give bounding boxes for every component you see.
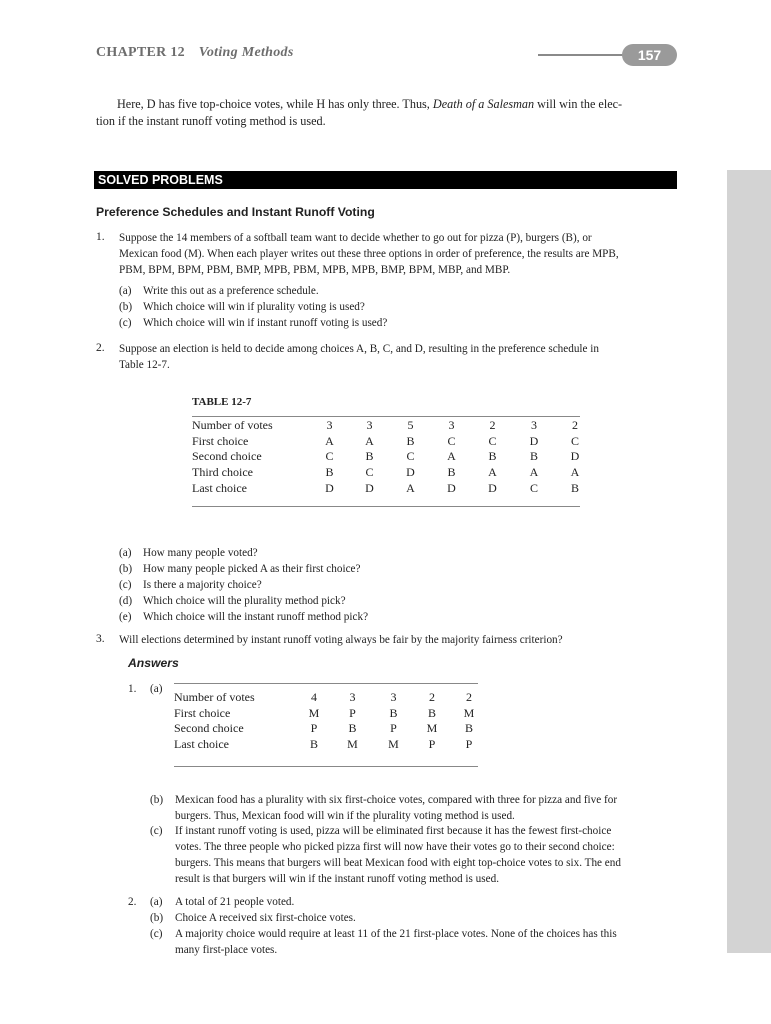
answer-2c-line: many first-place votes. — [175, 944, 278, 956]
problem-1-line: PBM, BPM, BPM, PBM, BMP, MPB, PBM, MPB, MPB, BMP, BPM, MBP, and MBP. — [119, 264, 511, 276]
table-cell: B — [348, 721, 357, 736]
problem-1-number: 1. — [96, 231, 105, 243]
table-cell: 3 — [531, 418, 537, 432]
answer-1b-label: (b) — [150, 794, 164, 806]
table-cell: D — [365, 480, 374, 495]
table-cell: D — [325, 480, 334, 495]
table-cell: D — [570, 449, 580, 464]
subpart-text: How many people picked A as their first choice? — [143, 563, 361, 575]
table-cell: 5 — [407, 418, 414, 432]
table-cell: D — [447, 480, 456, 495]
table-cell: P — [428, 737, 436, 752]
table-cell: 3 — [326, 418, 333, 432]
row-label: First choice — [174, 705, 231, 720]
table-row — [174, 721, 488, 737]
section-title: SOLVED PROBLEMS — [98, 173, 223, 187]
table-cell: C — [365, 465, 374, 480]
table-cell: C — [325, 449, 334, 464]
table-cell: D — [488, 480, 497, 495]
table-cell: B — [488, 449, 497, 464]
intro-text-b: will win the elec- — [534, 97, 623, 111]
subpart-label: (d) — [119, 595, 133, 607]
row-label: Last choice — [174, 737, 229, 752]
problem-2-line: Table 12-7. — [119, 359, 170, 371]
row-label: Third choice — [192, 465, 253, 480]
table-cell: B — [389, 705, 398, 720]
chapter-title: Voting Methods — [198, 45, 294, 60]
table-cell: 3 — [390, 690, 397, 704]
problem-2-subpart — [119, 577, 262, 593]
row-label: Number of votes — [192, 418, 273, 432]
problem-2-subpart — [119, 593, 346, 609]
answer-table-bottom-rule — [174, 766, 478, 767]
table-cell: 2 — [489, 418, 496, 432]
answer-2b-label: (b) — [150, 912, 164, 924]
table-cell: A — [488, 465, 497, 480]
subheading: Preference Schedules and Instant Runoff Voting — [96, 205, 375, 219]
answer-1a-label: (a) — [150, 683, 163, 695]
problem-2-subpart — [119, 545, 258, 561]
table-cell: 2 — [466, 690, 472, 704]
row-label: Number of votes — [174, 690, 255, 704]
answer-preference-table — [174, 690, 488, 753]
table-row — [174, 737, 488, 753]
page-number: 157 — [622, 44, 677, 66]
table-caption: TABLE 12-7 — [192, 396, 252, 408]
table-cell: A — [447, 449, 456, 464]
chapter-number: CHAPTER 12 — [96, 45, 185, 60]
answer-2-number: 2. — [128, 896, 137, 908]
answer-1b-line: burgers. Thus, Mexican food will win if the plurality voting method is used. — [175, 810, 515, 822]
problem-1-line: Suppose the 14 members of a softball team want to decide whether to go out for pizza (P), burgers (B), or — [119, 232, 592, 244]
subpart-text: Is there a majority choice? — [143, 579, 262, 591]
table-cell: C — [406, 449, 415, 464]
table-cell: M — [463, 705, 475, 720]
problem-3-number: 3. — [96, 633, 105, 645]
problem-2-subpart — [119, 609, 368, 625]
table-row — [192, 449, 595, 465]
subpart-label: (e) — [119, 611, 132, 623]
intro-line-2: tion if the instant runoff voting method is used. — [96, 114, 326, 128]
subpart-text: Which choice will the plurality method pick? — [143, 595, 346, 607]
intro-text-a: Here, D has five top-choice votes, while H has only three. Thus, — [117, 97, 433, 111]
table-cell: P — [465, 737, 473, 752]
row-label: Second choice — [174, 721, 244, 736]
subpart-label: (a) — [119, 285, 132, 297]
table-cell: 3 — [448, 418, 455, 432]
table-cell: 2 — [572, 418, 578, 432]
table-row — [192, 418, 595, 434]
subpart-label: (c) — [119, 579, 132, 591]
answer-2a-text: A total of 21 people voted. — [175, 896, 295, 908]
answer-2c-label: (c) — [150, 928, 163, 940]
problem-1-subpart — [119, 283, 319, 299]
table-cell: M — [308, 705, 320, 720]
subpart-text: Which choice will the instant runoff method pick? — [143, 611, 369, 623]
table-cell: B — [529, 449, 538, 464]
table-cell: C — [447, 433, 456, 448]
problem-1-subpart — [119, 315, 387, 331]
table-cell: B — [406, 433, 415, 448]
subpart-text: How many people voted? — [143, 547, 258, 559]
answer-table-top-rule — [174, 683, 478, 684]
table-cell: B — [325, 465, 334, 480]
intro-book-title: Death of a Salesman — [432, 97, 535, 111]
table-cell: B — [427, 705, 436, 720]
table-cell: B — [309, 737, 318, 752]
table-cell: M — [388, 737, 399, 752]
row-label: Second choice — [192, 449, 262, 464]
problem-2-number: 2. — [96, 342, 105, 354]
table-row — [192, 465, 595, 481]
table-row — [192, 434, 595, 450]
table-cell: M — [347, 737, 358, 752]
problem-2-subpart — [119, 561, 360, 577]
subpart-label: (a) — [119, 547, 132, 559]
answer-1c-line: burgers. This means that burgers will beat Mexican food with eight top-choice votes to six. The end — [175, 857, 621, 869]
table-cell: 4 — [311, 690, 317, 704]
answer-1-number: 1. — [128, 683, 137, 695]
answer-1c-line: votes. The three people who picked pizza first will now have their votes go to their second choice: — [175, 841, 615, 853]
table-cell: D — [406, 465, 415, 480]
table-cell: 3 — [349, 690, 356, 704]
table-cell: A — [406, 480, 415, 495]
subpart-text: Write this out as a preference schedule. — [143, 285, 319, 297]
problem-3-text: Will elections determined by instant runoff voting always be fair by the majority fairness criterion? — [119, 634, 563, 646]
table-cell: P — [349, 705, 356, 720]
running-header — [96, 45, 294, 61]
problem-2-line: Suppose an election is held to decide among choices A, B, C, and D, resulting in the preference schedule in — [119, 343, 599, 355]
section-banner — [94, 171, 677, 189]
subpart-text: Which choice will win if plurality voting is used? — [143, 301, 365, 313]
intro-line-1 — [117, 96, 677, 112]
margin-bar — [727, 170, 771, 953]
answer-1b-line: Mexican food has a plurality with six first-choice votes, compared with three for pizza and five for — [175, 794, 618, 806]
table-cell: 2 — [429, 690, 435, 704]
table-cell: B — [365, 449, 374, 464]
table-cell: A — [529, 465, 539, 480]
table-cell: B — [447, 465, 456, 480]
header-rule — [538, 54, 633, 56]
subpart-label: (c) — [119, 317, 132, 329]
answer-1c-line: If instant runoff voting is used, pizza will be eliminated first because it has the fewest first-choice — [175, 825, 612, 837]
table-cell: B — [570, 480, 579, 495]
subpart-label: (b) — [119, 301, 133, 313]
table-cell: D — [529, 433, 539, 448]
answer-1c-label: (c) — [150, 825, 163, 837]
table-row — [174, 690, 488, 706]
subpart-text: Which choice will win if instant runoff voting is used? — [143, 317, 388, 329]
table-cell: P — [310, 721, 318, 736]
table-row — [192, 481, 595, 497]
table-cell: 3 — [366, 418, 373, 432]
table-cell: P — [390, 721, 397, 736]
problem-1-line: Mexican food (M). When each player writes out these three options in order of preference, the results are MPB, — [119, 248, 619, 260]
table-cell: C — [488, 433, 497, 448]
preference-table-12-7 — [192, 418, 595, 497]
table-cell: B — [464, 721, 473, 736]
problem-1-subpart — [119, 299, 365, 315]
row-label: First choice — [192, 433, 249, 448]
table-cell: A — [325, 433, 334, 448]
table-row — [174, 706, 488, 722]
answer-2c-line: A majority choice would require at least 11 of the 21 first-place votes. None of the choices has this — [175, 928, 617, 940]
table-bottom-rule — [192, 506, 580, 507]
table-top-rule — [192, 416, 580, 417]
table-cell: M — [426, 721, 438, 736]
row-label: Last choice — [192, 480, 247, 495]
answer-2b-text: Choice A received six first-choice votes. — [175, 912, 356, 924]
answer-2a-label: (a) — [150, 896, 163, 908]
table-cell: C — [529, 480, 538, 495]
answers-heading: Answers — [128, 656, 179, 670]
table-cell: A — [570, 465, 580, 480]
table-cell: C — [570, 433, 579, 448]
table-cell: A — [365, 433, 374, 448]
answer-1c-line: result is that burgers will win if the instant runoff voting method is used. — [175, 873, 499, 885]
subpart-label: (b) — [119, 563, 133, 575]
